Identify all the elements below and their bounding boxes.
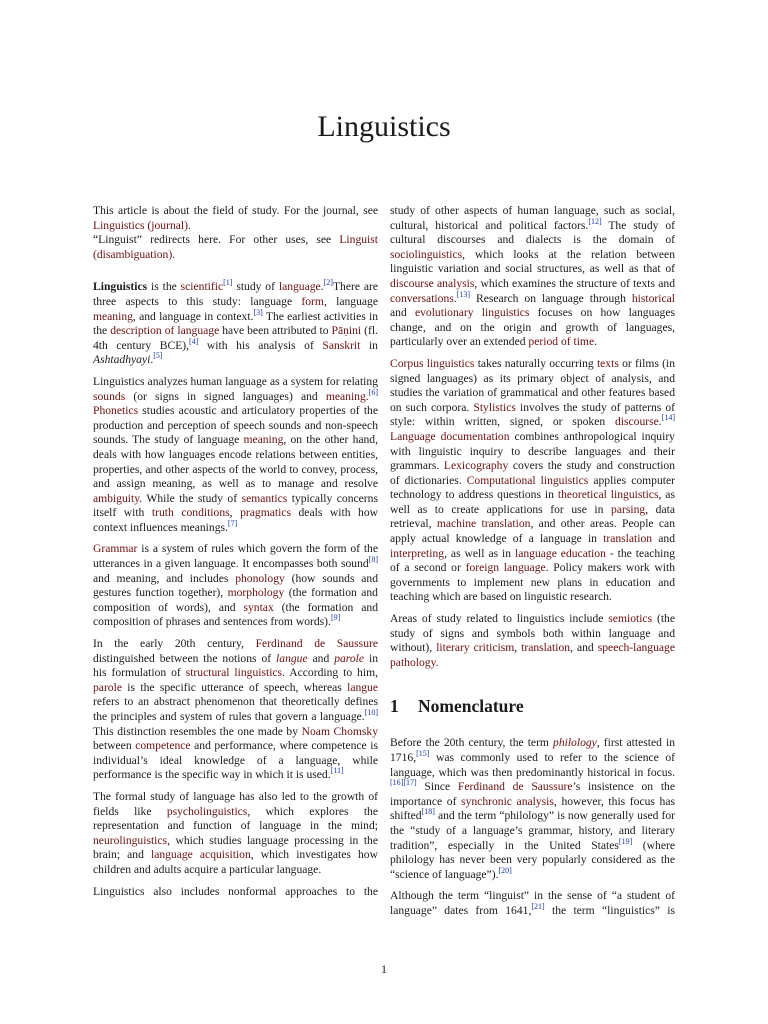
text: , <box>229 506 241 520</box>
link-linguist-disambiguation[interactable]: Linguist (disambiguation) <box>93 233 378 261</box>
link-speech-language-pathology[interactable]: speech-language pathology <box>390 641 675 669</box>
citation[interactable]: [10] <box>364 708 378 718</box>
intro-paragraph <box>93 280 378 368</box>
link-language-education[interactable]: language education <box>515 546 606 560</box>
text: studies acoustic and articulatory properties of the production and perception of speech sounds and non-speech sounds. The study of language <box>93 404 378 447</box>
link-lexicography[interactable]: Lexicography <box>443 459 509 473</box>
citation[interactable]: [16][17] <box>390 778 417 788</box>
text: . <box>320 280 324 294</box>
link-synchronic-analysis[interactable]: synchronic analysis <box>461 794 554 808</box>
text: . <box>365 389 369 403</box>
paragraph-phonetics <box>93 375 378 536</box>
link-truth-conditions[interactable]: truth conditions <box>151 506 230 520</box>
link-interpreting[interactable]: interpreting <box>390 546 445 560</box>
link-parole[interactable]: parole <box>93 680 122 694</box>
link-texts[interactable]: texts <box>596 356 619 370</box>
text: This article is about the field of study. For the journal, see <box>93 204 378 217</box>
link-form[interactable]: form <box>301 294 324 308</box>
link-philology[interactable]: philology <box>553 736 597 750</box>
text: with his analysis of <box>198 338 323 352</box>
text: typically concerns itself with <box>93 491 378 520</box>
text: is the specific utterance of speech, whereas <box>121 680 348 694</box>
link-language[interactable]: language <box>278 280 321 294</box>
text: in his formulation of <box>93 651 378 680</box>
text: (the formation and composition of phrases and sentences from words). <box>93 600 378 629</box>
paragraph-corpus <box>390 357 675 605</box>
text: Although the term “linguist” in the sense of “a student of language” dates from 1641, <box>390 889 675 917</box>
text: , language <box>323 294 378 308</box>
paragraph-saussure <box>93 637 378 783</box>
citation[interactable]: [11] <box>330 766 344 776</box>
link-pragmatics[interactable]: pragmatics <box>240 506 291 520</box>
citation[interactable]: [5] <box>153 351 163 361</box>
text: and performance, where competence is individual’s ideal knowledge of a language, while performance is the specific way in which it is used. <box>93 739 379 782</box>
citation[interactable]: [3] <box>253 307 263 317</box>
text: . <box>594 335 598 349</box>
text: , and other areas. People can apply actual knowledge of a language in <box>390 517 675 546</box>
link-meaning[interactable]: meaning <box>93 309 133 323</box>
citation[interactable]: [15] <box>416 749 430 759</box>
link-machine-translation[interactable]: machine translation <box>436 517 531 531</box>
citation[interactable]: [1] <box>223 278 233 288</box>
right-column <box>390 204 675 926</box>
text: (where philology has never been very popularly considered as the “science of language”). <box>390 838 675 881</box>
text: There are three aspects to this study: language <box>93 280 378 308</box>
text: , which studies language processing in the brain; and <box>93 833 378 862</box>
link-computational-linguistics[interactable]: Computational linguistics <box>466 473 589 487</box>
text: . Policy makers work with governments to implement new plans in education and teaching which are based on linguistic research. <box>390 561 676 604</box>
text: Since <box>416 780 458 794</box>
text: , which looks at the relation between linguistic variation and social structures, as well as that of <box>390 247 675 276</box>
section-number: 1 <box>390 696 399 717</box>
text: and <box>390 306 415 320</box>
text: and the term “philology” is now generally used for the “study of a language’s grammar, history, and literary tradition”, especially in the United States <box>390 809 675 852</box>
text: deals with how context influences meanings. <box>93 506 378 534</box>
hatnote-linguist <box>93 233 378 262</box>
text: is a system of rules which govern the form of the utterances in a given language. It encompasses both sound <box>93 542 378 571</box>
link-foreign-language[interactable]: foreign language <box>465 561 546 575</box>
text: (fl. 4th century BCE), <box>93 324 378 352</box>
paragraph-sociolinguistics <box>390 204 675 350</box>
text: between <box>93 739 136 753</box>
text: Areas of study related to linguistics include <box>390 612 609 626</box>
link-description-of-language[interactable]: description of language <box>110 324 220 338</box>
link-conversations[interactable]: conversations <box>390 291 454 305</box>
link-historical[interactable]: historical <box>631 291 675 305</box>
text: , <box>514 641 522 655</box>
text: Linguistics also includes nonformal approaches to the <box>93 884 378 898</box>
text: study of <box>232 280 279 294</box>
link-parole[interactable]: parole <box>334 651 365 665</box>
text: , data retrieval, <box>390 502 675 531</box>
page-number: 1 <box>381 962 387 976</box>
citation[interactable]: [18] <box>421 807 435 817</box>
link-discourse-analysis[interactable]: discourse analysis <box>390 276 475 290</box>
text: . <box>658 415 662 429</box>
text: and <box>307 651 335 665</box>
text: . <box>188 218 191 232</box>
link-translation[interactable]: translation <box>603 532 653 546</box>
text: the term “linguistics” is <box>544 903 675 917</box>
link-sanskrit[interactable]: Sanskrit <box>322 338 361 352</box>
text: and meaning, and includes <box>93 571 236 585</box>
text: applies computer technology to address questions in <box>390 473 675 502</box>
text: Research on language through <box>469 291 632 305</box>
text: , however, this focus has shifted <box>390 794 675 823</box>
citation[interactable]: [19] <box>618 836 633 846</box>
citation[interactable]: [7] <box>227 519 238 529</box>
link-semantics[interactable]: semantics <box>241 491 288 505</box>
citation[interactable]: [12] <box>588 216 602 226</box>
text: , and language in context. <box>132 309 254 323</box>
article-title: Linguistics <box>317 110 451 143</box>
link-phonology[interactable]: phonology <box>235 571 285 585</box>
text: , which examines the structure of texts and <box>474 276 675 290</box>
text: “Linguist” redirects here. For other uses, see <box>93 233 340 247</box>
text: . According to him, <box>282 666 378 680</box>
text: In the early 20th century, <box>93 637 256 651</box>
link-scientific[interactable]: scientific <box>180 280 224 294</box>
link-noam-chomsky[interactable]: Noam Chomsky <box>301 724 378 738</box>
link-ambiguity[interactable]: ambiguity <box>93 491 140 505</box>
link-literary-criticism[interactable]: literary criticism <box>436 641 515 655</box>
text: study of other aspects of human language, such as social, cultural, historical and political factors. <box>390 204 675 232</box>
text: The study of cultural discourses and dialects is the domain of <box>390 218 675 247</box>
text: . <box>172 247 176 261</box>
link-langue[interactable]: langue <box>276 651 308 665</box>
text: , on the other hand, deals with how languages encode relations between entities, properties, and other aspects of the world to convey, process, and assign meaning, as well as to manage and resolve <box>93 433 378 491</box>
link-linguistics-journal[interactable]: Linguistics (journal) <box>93 218 188 232</box>
citation[interactable]: [6] <box>368 387 378 397</box>
link-semiotics[interactable]: semiotics <box>608 612 653 626</box>
hatnote-journal <box>93 204 378 233</box>
link-language-documentation[interactable]: Language documentation <box>390 429 510 443</box>
text: was commonly used to refer to the science of language, which was then predominantly historical in focus. <box>390 751 675 779</box>
text: or films (in signed languages) as its primary object of analysis, and studies the variation of grammatical and other features based on such corpora. <box>390 356 675 414</box>
link-sociolinguistics[interactable]: sociolinguistics <box>390 247 463 261</box>
text: Linguistics analyzes human language as a system for relating <box>93 374 378 388</box>
text: , which explores the representation and function of language in the mind; <box>93 804 378 833</box>
link-translation[interactable]: translation <box>521 641 571 655</box>
text: - the teaching of a second or <box>390 546 676 575</box>
text: combines anthropological inquiry with linguistic inquiry to describe languages and their grammars. <box>390 429 675 473</box>
citation[interactable]: [2] <box>323 278 333 288</box>
text: . While the study of <box>139 491 242 505</box>
citation[interactable]: [14] <box>661 413 675 423</box>
link-neurolinguistics[interactable]: neurolinguistics <box>93 833 168 847</box>
text: involves the study of patterns of style: within written, signed, or spoken <box>390 400 675 429</box>
citation[interactable]: [13] <box>456 289 470 299</box>
text: and <box>652 532 675 546</box>
italic-term: Ashtadhyayi <box>93 353 151 367</box>
text: takes naturally occurring <box>474 356 597 370</box>
text: , which investigates how children and adults acquire a particular language. <box>93 848 378 876</box>
text: (the formation and composition of words), and <box>93 586 378 614</box>
citation[interactable]: [20] <box>498 865 512 875</box>
citation[interactable]: [9] <box>330 613 341 623</box>
text: . <box>453 291 457 305</box>
text: distinguished between the notions of <box>93 651 277 665</box>
section-title: Nomenclature <box>418 696 524 717</box>
text: covers the study and construction of dictionaries. <box>390 459 676 487</box>
text: , as well as to create applications for use in <box>390 488 675 516</box>
text: , first attested in 1716, <box>390 736 675 764</box>
text: (or signs in signed languages) and <box>125 389 326 403</box>
text: , as well as in <box>444 546 516 560</box>
link-meaning[interactable]: meaning <box>325 389 366 403</box>
paragraph-fields <box>93 790 378 878</box>
link-sounds[interactable]: sounds <box>93 389 126 403</box>
citation[interactable]: [21] <box>531 902 545 912</box>
text: (how sounds and gestures function together), <box>93 571 379 600</box>
citation[interactable]: [8] <box>368 555 378 565</box>
citation[interactable]: [4] <box>189 336 199 346</box>
link-psycholinguistics[interactable]: psycholinguistics <box>166 804 248 818</box>
link-structural-linguistics[interactable]: structural linguistics <box>185 666 283 680</box>
link-langue[interactable]: langue <box>347 680 378 694</box>
text: The earliest activities in the <box>93 309 378 338</box>
text: , and <box>570 641 598 655</box>
text: refers to an abstract phenomenon that theoretically defines the principles and system of rules that govern a language. <box>93 695 378 723</box>
link-parsing[interactable]: parsing <box>611 502 646 516</box>
link-grammar[interactable]: Grammar <box>93 542 138 556</box>
link-morphology[interactable]: morphology <box>227 586 285 600</box>
left-column <box>93 204 378 906</box>
paragraph-linguist-term <box>390 889 675 918</box>
text: (the study of signs and symbols both within language and without), <box>390 612 675 655</box>
link-stylistics[interactable]: Stylistics <box>473 400 516 414</box>
link-competence[interactable]: competence <box>135 739 191 753</box>
link-period-of-time[interactable]: period of time <box>528 335 595 349</box>
text: Before the 20th century, the term <box>390 736 554 750</box>
text: The formal study of language has also led to the growth of fields like <box>93 789 378 818</box>
link-discourse[interactable]: discourse <box>614 415 659 429</box>
text: in <box>360 338 378 352</box>
paragraph-grammar <box>93 542 378 630</box>
link-phonetics[interactable]: Phonetics <box>93 404 139 418</box>
link-theoretical-linguistics[interactable]: theoretical linguistics <box>557 488 659 502</box>
link-ferdinand-de-saussure[interactable]: Ferdinand de Saussure <box>255 637 378 651</box>
paragraph-philology <box>390 736 675 882</box>
link-corpus-linguistics[interactable]: Corpus linguistics <box>390 356 475 370</box>
text: have been attributed to <box>219 324 332 338</box>
link-ferdinand-de-saussure[interactable]: Ferdinand de Saussure <box>457 780 573 794</box>
text: focuses on how languages change, and on the origin and growth of languages, particularly over an extended <box>390 306 675 349</box>
text: . <box>150 353 154 367</box>
link-syntax[interactable]: syntax <box>243 600 274 614</box>
link-panini[interactable]: Pāṇini <box>331 324 362 338</box>
text: is the <box>147 280 181 294</box>
text: ’s insistence on the importance of <box>390 780 675 808</box>
text: This distinction resembles the one made by <box>93 724 302 738</box>
link-evolutionary-linguistics[interactable]: evolutionary linguistics <box>414 306 530 320</box>
link-language-acquisition[interactable]: language acquisition <box>150 848 251 862</box>
bold-term: Linguistics <box>93 280 148 294</box>
paragraph-related-areas <box>390 612 675 670</box>
text: . <box>435 655 439 669</box>
section-heading-nomenclature <box>390 696 675 716</box>
link-meaning[interactable]: meaning <box>243 433 284 447</box>
paragraph-nonformal <box>93 885 378 900</box>
